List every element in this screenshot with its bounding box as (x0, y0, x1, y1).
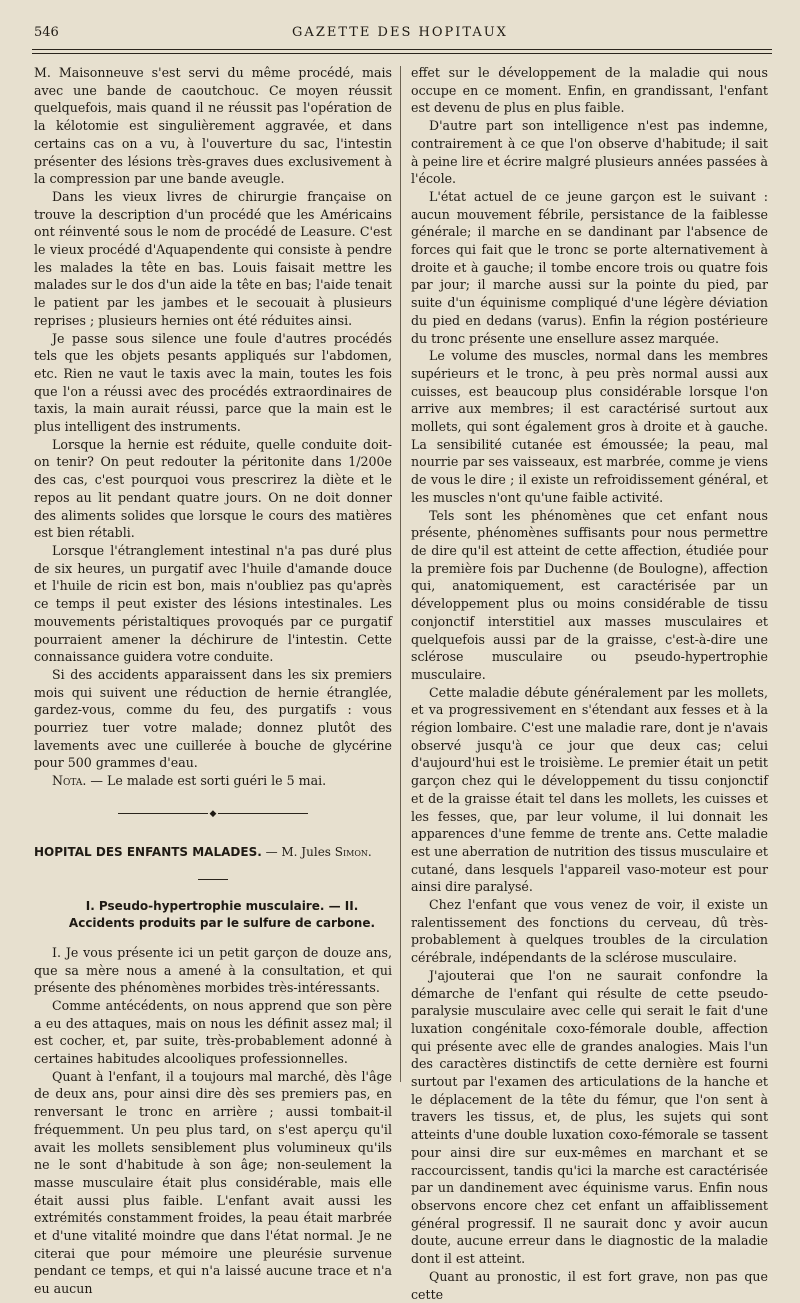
left-column (34, 64, 392, 1298)
paragraph: Quant à l'enfant, il a toujours mal marché, dès l'âge de deux ans, pour ainsi dire dès ses premiers pas, en renversant le tronc en arrière ; aussi tombait-il fréquemment. Un peu plus tard, on s'est aperçu qu'il avait les mollets sensiblement plus volumineux qu'ils ne le sont d'habitude à son âge; non-seulement la masse musculaire était plus considérable, mais elle était aussi plus faible. L'enfant avait aussi les extrémités constamment froides, la peau était marbrée et d'une vitalité moindre que dans l'état normal. Je ne citerai que pour mémoire une pleurésie survenue pendant ce temps, et qui n'a laissé aucune trace et n'a eu aucun (34, 1068, 392, 1297)
paragraph: I. Je vous présente ici un petit garçon de douze ans, que sa mère nous a amené à la consultation, et qui présente des phénomènes morbides très-intéressants. (34, 944, 392, 996)
section-ornament: ◆ (34, 810, 392, 818)
paragraph: Tels sont les phénomènes que cet enfant nous présente, phénomènes suffisants pour nous permettre de dire qu'il est atteint de cette affection, étudiée pour la première fois par Duchenne (de Boulogne), affection qui, anatomiquement, est caractérisée par un développement plus ou moins considérable de tissu conjonctif interstitiel aux masses musculaires et quelquefois aussi par de la graisse, c'est-à-dire une sclérose musculaire ou pseudo-hypertrophie musculaire. (411, 507, 768, 682)
paragraph: Chez l'enfant que vous venez de voir, il existe un ralentissement des fonctions du cerveau, dû très-probablement à quelques troubles de la circulation cérébrale, indépendants de la sclérose musculaire. (411, 897, 768, 966)
paragraph: Cette maladie débute généralement par les mollets, et va progressivement en s'étendant aux fesses et à la région lombaire. C'est une maladie rare, dont je n'avais observé jusqu'à ce jour que deux cas; celui d'aujourd'hui est le troisième. Le premier était un petit garçon chez qui le développement du tissu conjonctif et de la graisse était tel dans les mollets, les cuisses et les fesses, que, par leur volume, il lui donnait les apparences d'une femme de trente ans. Cette maladie est une aberration de nutrition des tissus musculaire et cutané, dans lesquels l'appareil vaso-moteur est pour ainsi dire paralysé. (411, 684, 768, 895)
header-rule (32, 49, 772, 50)
paragraph: Je passe sous silence une foule d'autres procédés tels que les objets pesants appliqués sur l'abdomen, etc. Rien ne vaut le taxis avec la main, toutes les fois que l'on a réussi avec des procédés extraordinaires de taxis, la main aurait réussi, parce que la main est le plus intelligent des instruments. (34, 330, 392, 435)
paragraph: L'état actuel de ce jeune garçon est le suivant : aucun mouvement fébrile, persistance de la faiblesse générale; il marche en se dandinant par l'absence de forces qui fait que le tronc se porte alternativement à droite et à gauche; il tombe encore trois ou quatre fois par jour; il marche aussi sur la pointe du pied, par suite d'un équinisme compliqué d'une légère déviation du pied en dedans (varus). Enfin la région postérieure du tronc présente une ensellure assez marquée. (411, 188, 768, 346)
column-divider (400, 66, 401, 1082)
nota-text: — Le malade est sorti guéri le 5 mai. (86, 773, 327, 789)
right-column (411, 64, 768, 1303)
section-author-name: Simon. (334, 844, 372, 859)
paragraph: M. Maisonneuve s'est servi du même procédé, mais avec une bande de caoutchouc. Ce moyen réussit quelquefois, mais quand il ne réussit pas l'opération de la kélotomie est singulièrement aggravée, et dans certains cas on a vu, à l'ouverture du sac, l'intestin présenter des lésions très-graves dues exclusivement à la compression par une bande aveugle. (34, 65, 392, 187)
lecture-subheading: I. Pseudo-hypertrophie musculaire. — II. Accidents produits par le sulfure de carbone. (68, 898, 376, 930)
section-author-prefix: — M. Jules (261, 844, 335, 859)
paragraph: Dans les vieux livres de chirurgie française on trouve la description d'un procédé que les Américains ont réinventé sous le nom de procédé de Leasure. C'est le vieux procédé d'Aquapendente qui consiste à pendre les malades la tête en bas. Louis faisait mettre les malades sur le dos d'un aide la tête en bas; l'aide tenait le patient par les jambes et le secouait à plusieurs reprises ; plusieurs hernies ont été réduites ainsi. (34, 188, 392, 328)
short-rule (198, 879, 228, 880)
paragraph: Si des accidents apparaissent dans les six premiers mois qui suivent une réduction de hernie étranglée, gardez-vous, comme du feu, des purgatifs : vous pourriez tuer votre malade; donnez plutôt des lavements avec une cuillerée à bouche de glycérine pour 500 grammes d'eau. (34, 666, 392, 771)
paragraph: Comme antécédents, on nous apprend que son père a eu des attaques, mais on nous les définit assez mal; il est cocher, et, par suite, très-probablement adonné à certaines habitudes alcooliques professionnelles. (34, 997, 392, 1067)
paragraph: Lorsque la hernie est réduite, quelle conduite doit-on tenir? On peut redouter la péritonite dans 1/200e des cas, c'est pourquoi vous prescrirez la diète et le repos au lit pendant quatre jours. On ne doit donner des aliments solides que lorsque le cours des matières est bien rétabli. (34, 436, 392, 541)
header-rule-thin (32, 53, 772, 54)
nota-label: Nota. (52, 773, 87, 789)
paragraph: Le volume des muscles, normal dans les membres supérieurs et le tronc, à peu près normal aussi aux cuisses, est beaucoup plus considérable lorsque l'on arrive aux membres; il est caractérisé surtout aux mollets, qui sont également gros à droite et à gauche. La sensibilité cutanée est émoussée; la peau, mal nourrie par ses vaisseaux, est marbrée, comme je viens de vous le dire ; il existe un refroidissement général, et les muscles n'ont qu'une faible activité. (411, 348, 768, 505)
paragraph: D'autre part son intelligence n'est pas indemne, contrairement à ce que l'on observe d'habitude; il sait à peine lire et écrire malgré plusieurs années passées à l'école. (411, 118, 768, 187)
journal-title: GAZETTE DES HOPITAUX (292, 25, 508, 40)
paragraph: effet sur le développement de la maladie qui nous occupe en ce moment. Enfin, en grandissant, l'enfant est devenu de plus en plus faible. (411, 65, 768, 116)
paragraph: Quant au pronostic, il est fort grave, non pas que cette (411, 1268, 768, 1302)
page-number: 546 (34, 25, 59, 40)
paragraph: Lorsque l'étranglement intestinal n'a pas duré plus de six heures, un purgatif avec l'huile d'amande douce et l'huile de ricin est bon, mais n'oubliez pas qu'après ce temps il peut exister des lésions intestinales. Les mouvements péristaltiques provoqués par ce purgatif pourraient amener la déchirure de l'intestin. Cette connaissance guidera votre conduite. (34, 542, 392, 665)
section-title: HOPITAL DES ENFANTS MALADES. (34, 844, 262, 859)
section-heading (34, 844, 392, 861)
nota-paragraph (34, 772, 392, 790)
page-header (32, 25, 768, 45)
paragraph: J'ajouterai que l'on ne saurait confondre la démarche de l'enfant qui résulte de cette pseudo-paralysie musculaire avec celle qui serait le fait d'une luxation congénitale coxo-fémorale double, affection qui présente avec elle de grandes analogies. Mais l'un des caractères distinctifs de cette dernière est fourni surtout par l'examen des articulations de la hanche et le déplacement de la tête du fémur, que l'on sent à travers les tissus, et, de plus, les sujets qui sont atteints d'une double luxation coxo-fémorale se tassent pour ainsi dire sur eux-mêmes en marchant et se raccourcissent, tandis qu'ici la marche est caractérisée par un dandinement avec équinisme varus. Enfin nous observons encore chez cet enfant un affaiblissement général progressif. Il ne saurait donc y avoir aucun doute, aucune erreur dans le diagnostic de la maladie dont il est atteint. (411, 967, 768, 1267)
